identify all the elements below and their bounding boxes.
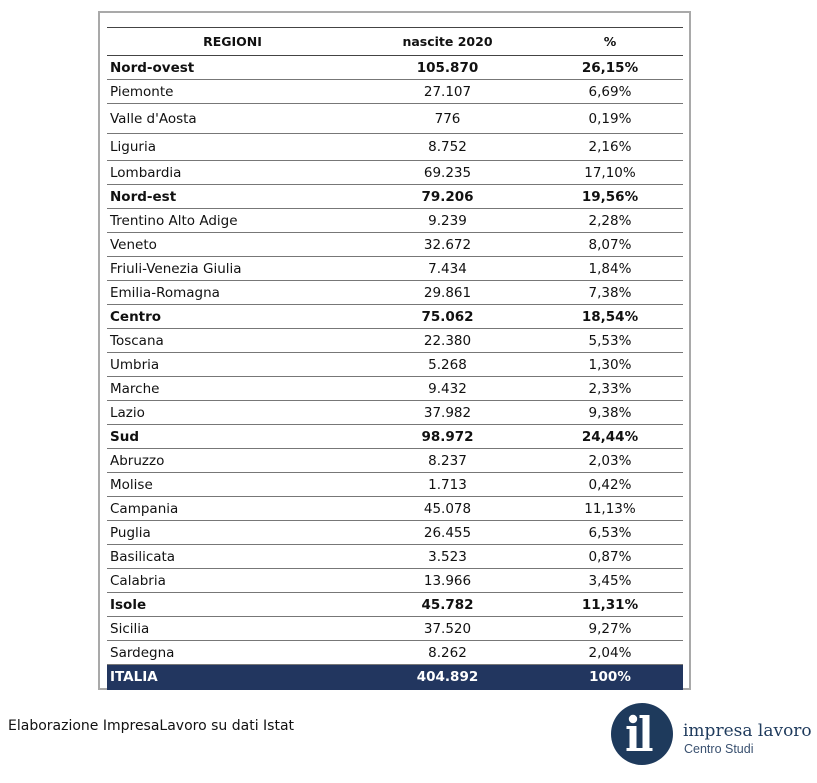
region-name-cell: ITALIA [107,665,358,690]
births-cell: 26.455 [358,521,537,545]
percent-cell: 17,10% [537,161,683,185]
births-cell: 98.972 [358,425,537,449]
births-cell: 8.752 [358,134,537,161]
region-name-cell: Centro [107,305,358,329]
region-name-cell: Toscana [107,329,358,353]
percent-cell: 5,53% [537,329,683,353]
table-row [107,521,683,545]
births-cell: 75.062 [358,305,537,329]
percent-cell: 1,30% [537,353,683,377]
table-row [107,545,683,569]
percent-cell: 3,45% [537,569,683,593]
region-name-cell: Isole [107,593,358,617]
table-row [107,617,683,641]
percent-cell: 11,31% [537,593,683,617]
births-cell: 45.782 [358,593,537,617]
region-name-cell: Emilia-Romagna [107,281,358,305]
region-name-cell: Umbria [107,353,358,377]
region-name-cell: Basilicata [107,545,358,569]
table-row [107,401,683,425]
births-cell: 404.892 [358,665,537,690]
region-name-cell: Trentino Alto Adige [107,209,358,233]
table-row [107,134,683,161]
percent-cell: 6,53% [537,521,683,545]
births-table [107,27,683,690]
region-name-cell: Sicilia [107,617,358,641]
region-name-cell: Molise [107,473,358,497]
table-row [107,104,683,134]
births-cell: 37.520 [358,617,537,641]
region-name-cell: Sardegna [107,641,358,665]
region-name-cell: Nord-ovest [107,56,358,80]
table-row [107,209,683,233]
table-row [107,257,683,281]
percent-cell: 0,87% [537,545,683,569]
table-row [107,161,683,185]
percent-cell: 9,27% [537,617,683,641]
region-name-cell: Campania [107,497,358,521]
births-cell: 9.432 [358,377,537,401]
group-row [107,593,683,617]
header-regions: REGIONI [107,28,358,56]
table-row [107,80,683,104]
percent-cell: 0,19% [537,104,683,134]
percent-cell: 0,42% [537,473,683,497]
percent-cell: 2,16% [537,134,683,161]
region-name-cell: Veneto [107,233,358,257]
births-cell: 32.672 [358,233,537,257]
births-cell: 5.268 [358,353,537,377]
births-cell: 79.206 [358,185,537,209]
header-births-2020: nascite 2020 [358,28,537,56]
births-cell: 3.523 [358,545,537,569]
table-row [107,569,683,593]
region-name-cell: Liguria [107,134,358,161]
table-row [107,233,683,257]
births-cell: 1.713 [358,473,537,497]
region-name-cell: Marche [107,377,358,401]
births-cell: 22.380 [358,329,537,353]
percent-cell: 18,54% [537,305,683,329]
births-cell: 8.262 [358,641,537,665]
region-name-cell: Friuli-Venezia Giulia [107,257,358,281]
births-cell: 69.235 [358,161,537,185]
percent-cell: 2,33% [537,377,683,401]
impresa-lavoro-logo-icon [611,703,673,765]
total-row [107,665,683,690]
table-row [107,353,683,377]
births-cell: 776 [358,104,537,134]
births-cell: 9.239 [358,209,537,233]
births-cell: 7.434 [358,257,537,281]
percent-cell: 11,13% [537,497,683,521]
region-name-cell: Puglia [107,521,358,545]
percent-cell: 8,07% [537,233,683,257]
births-cell: 8.237 [358,449,537,473]
region-name-cell: Lombardia [107,161,358,185]
births-cell: 13.966 [358,569,537,593]
table-row [107,497,683,521]
table-row [107,329,683,353]
percent-cell: 6,69% [537,80,683,104]
percent-cell: 9,38% [537,401,683,425]
region-name-cell: Calabria [107,569,358,593]
table-header-row [107,28,683,56]
percent-cell: 2,28% [537,209,683,233]
percent-cell: 7,38% [537,281,683,305]
group-row [107,185,683,209]
table-row [107,449,683,473]
table-row [107,377,683,401]
births-cell: 29.861 [358,281,537,305]
brand-subtitle: Centro Studi [684,742,754,756]
region-name-cell: Piemonte [107,80,358,104]
region-name-cell: Abruzzo [107,449,358,473]
group-row [107,425,683,449]
header-percent: % [537,28,683,56]
births-cell: 105.870 [358,56,537,80]
percent-cell: 2,03% [537,449,683,473]
table-row [107,473,683,497]
region-name-cell: Lazio [107,401,358,425]
brand-name: impresa lavoro [683,721,812,741]
percent-cell: 2,04% [537,641,683,665]
table-row [107,281,683,305]
region-name-cell: Sud [107,425,358,449]
percent-cell: 24,44% [537,425,683,449]
births-cell: 27.107 [358,80,537,104]
births-cell: 45.078 [358,497,537,521]
region-name-cell: Nord-est [107,185,358,209]
region-name-cell: Valle d'Aosta [107,104,358,134]
percent-cell: 1,84% [537,257,683,281]
percent-cell: 26,15% [537,56,683,80]
table-row [107,641,683,665]
percent-cell: 19,56% [537,185,683,209]
births-cell: 37.982 [358,401,537,425]
group-row [107,305,683,329]
group-row [107,56,683,80]
percent-cell: 100% [537,665,683,690]
source-note: Elaborazione ImpresaLavoro su dati Istat [8,718,295,734]
